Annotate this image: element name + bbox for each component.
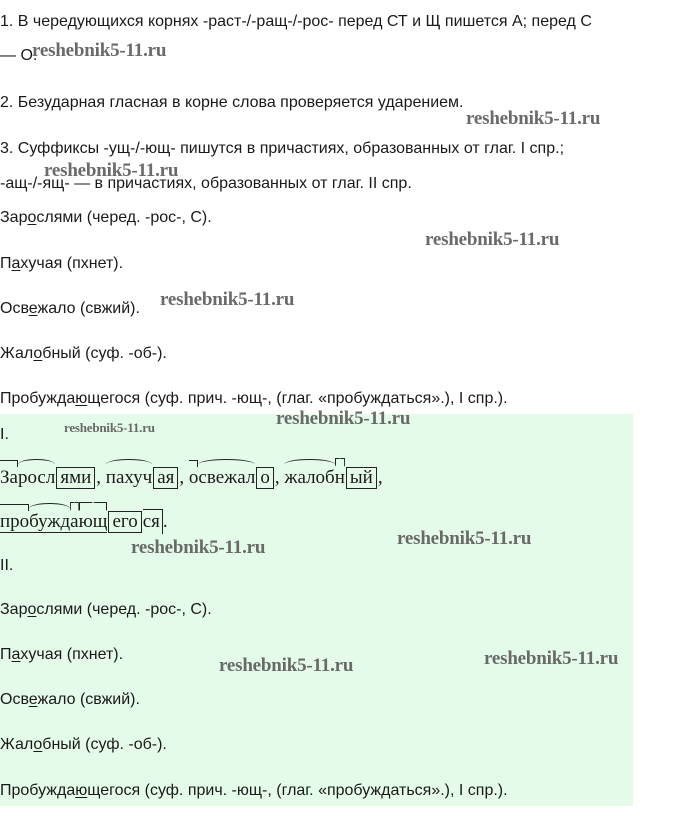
word-pahuchaja-2: Пахучая (пхнет). bbox=[0, 646, 124, 663]
word-zarosljami: Зарослями (черед. -рос-, С). bbox=[0, 209, 212, 226]
watermark: reshebnik5-11.ru bbox=[160, 289, 295, 310]
watermark: reshebnik5-11.ru bbox=[32, 40, 167, 61]
postfix: ся bbox=[143, 509, 163, 534]
morphemic-parse-line-2: пробуждающ его ся . bbox=[0, 511, 168, 532]
word-zarosljami-2: Зарослями (черед. -рос-, С). bbox=[0, 601, 212, 618]
rule-3-line-1: 3. Суффиксы -ущ-/-ющ- пишутся в причастиях, образованных от глаг. I спр.; bbox=[0, 140, 565, 157]
word-zhalobnyj: Жалобный (суф. -об-). bbox=[0, 345, 167, 362]
watermark: reshebnik5-11.ru bbox=[219, 655, 354, 676]
ending: ая bbox=[153, 467, 178, 489]
rule-2: 2. Безударная гласная в корне слова проверяется ударением. bbox=[0, 94, 464, 111]
section-1-label: I. bbox=[0, 426, 9, 443]
root: пахуч bbox=[105, 467, 153, 488]
watermark: reshebnik5-11.ru bbox=[276, 408, 411, 429]
suffix: н bbox=[334, 467, 345, 488]
ending: ый bbox=[346, 467, 377, 489]
prefix: За bbox=[0, 467, 18, 488]
word-zhalobnyj-2: Жалобный (суф. -об-). bbox=[0, 736, 167, 753]
rule-3-line-2: -ащ-/-ящ- — в причастиях, образованных от глаг. II спр. bbox=[0, 175, 412, 192]
watermark: reshebnik5-11.ru bbox=[64, 420, 155, 435]
rule-1-line-2: — О. bbox=[0, 47, 38, 64]
rule-1-line-1: 1. В чередующихся корнях -раст-/-ращ-/-рос- перед СТ и Щ пишется А; перед С bbox=[0, 13, 592, 30]
watermark: reshebnik5-11.ru bbox=[425, 229, 560, 250]
watermark: reshebnik5-11.ru bbox=[466, 108, 601, 129]
word-osvezhalo: Освежало (свжий). bbox=[0, 300, 140, 317]
prefix: про bbox=[0, 511, 30, 532]
prefix: о bbox=[188, 467, 199, 488]
watermark: reshebnik5-11.ru bbox=[44, 160, 179, 181]
root: жалоб bbox=[284, 467, 335, 488]
root: бужд bbox=[29, 511, 71, 532]
word-osvezhalo-2: Освежало (свжий). bbox=[0, 691, 140, 708]
root: свежал bbox=[198, 467, 256, 488]
ending: о bbox=[256, 467, 274, 489]
suffix: ющ bbox=[78, 511, 108, 532]
watermark: reshebnik5-11.ru bbox=[484, 648, 619, 669]
watermark: reshebnik5-11.ru bbox=[131, 537, 266, 558]
word-probuzhdajushchegosja-2: Пробуждающегося (суф. прич. -ющ-, (глаг. «пробуждаться».), I спр.). bbox=[0, 782, 508, 799]
section-2-label: II. bbox=[0, 557, 14, 574]
word-probuzhdajushchegosja: Пробуждающегося (суф. прич. -ющ-, (глаг. «пробуждаться».), I спр.). bbox=[0, 390, 508, 407]
ending: его bbox=[108, 511, 141, 533]
morphemic-parse-line-1: Заросл ями , пахуч ая , освежал о , жалобн ый , bbox=[0, 467, 383, 488]
ending: ями bbox=[56, 467, 95, 489]
suffix: а bbox=[70, 511, 79, 532]
word-pahuchaja: Пахучая (пхнет). bbox=[0, 255, 124, 272]
watermark: reshebnik5-11.ru bbox=[397, 528, 532, 549]
root: росл bbox=[17, 467, 56, 488]
